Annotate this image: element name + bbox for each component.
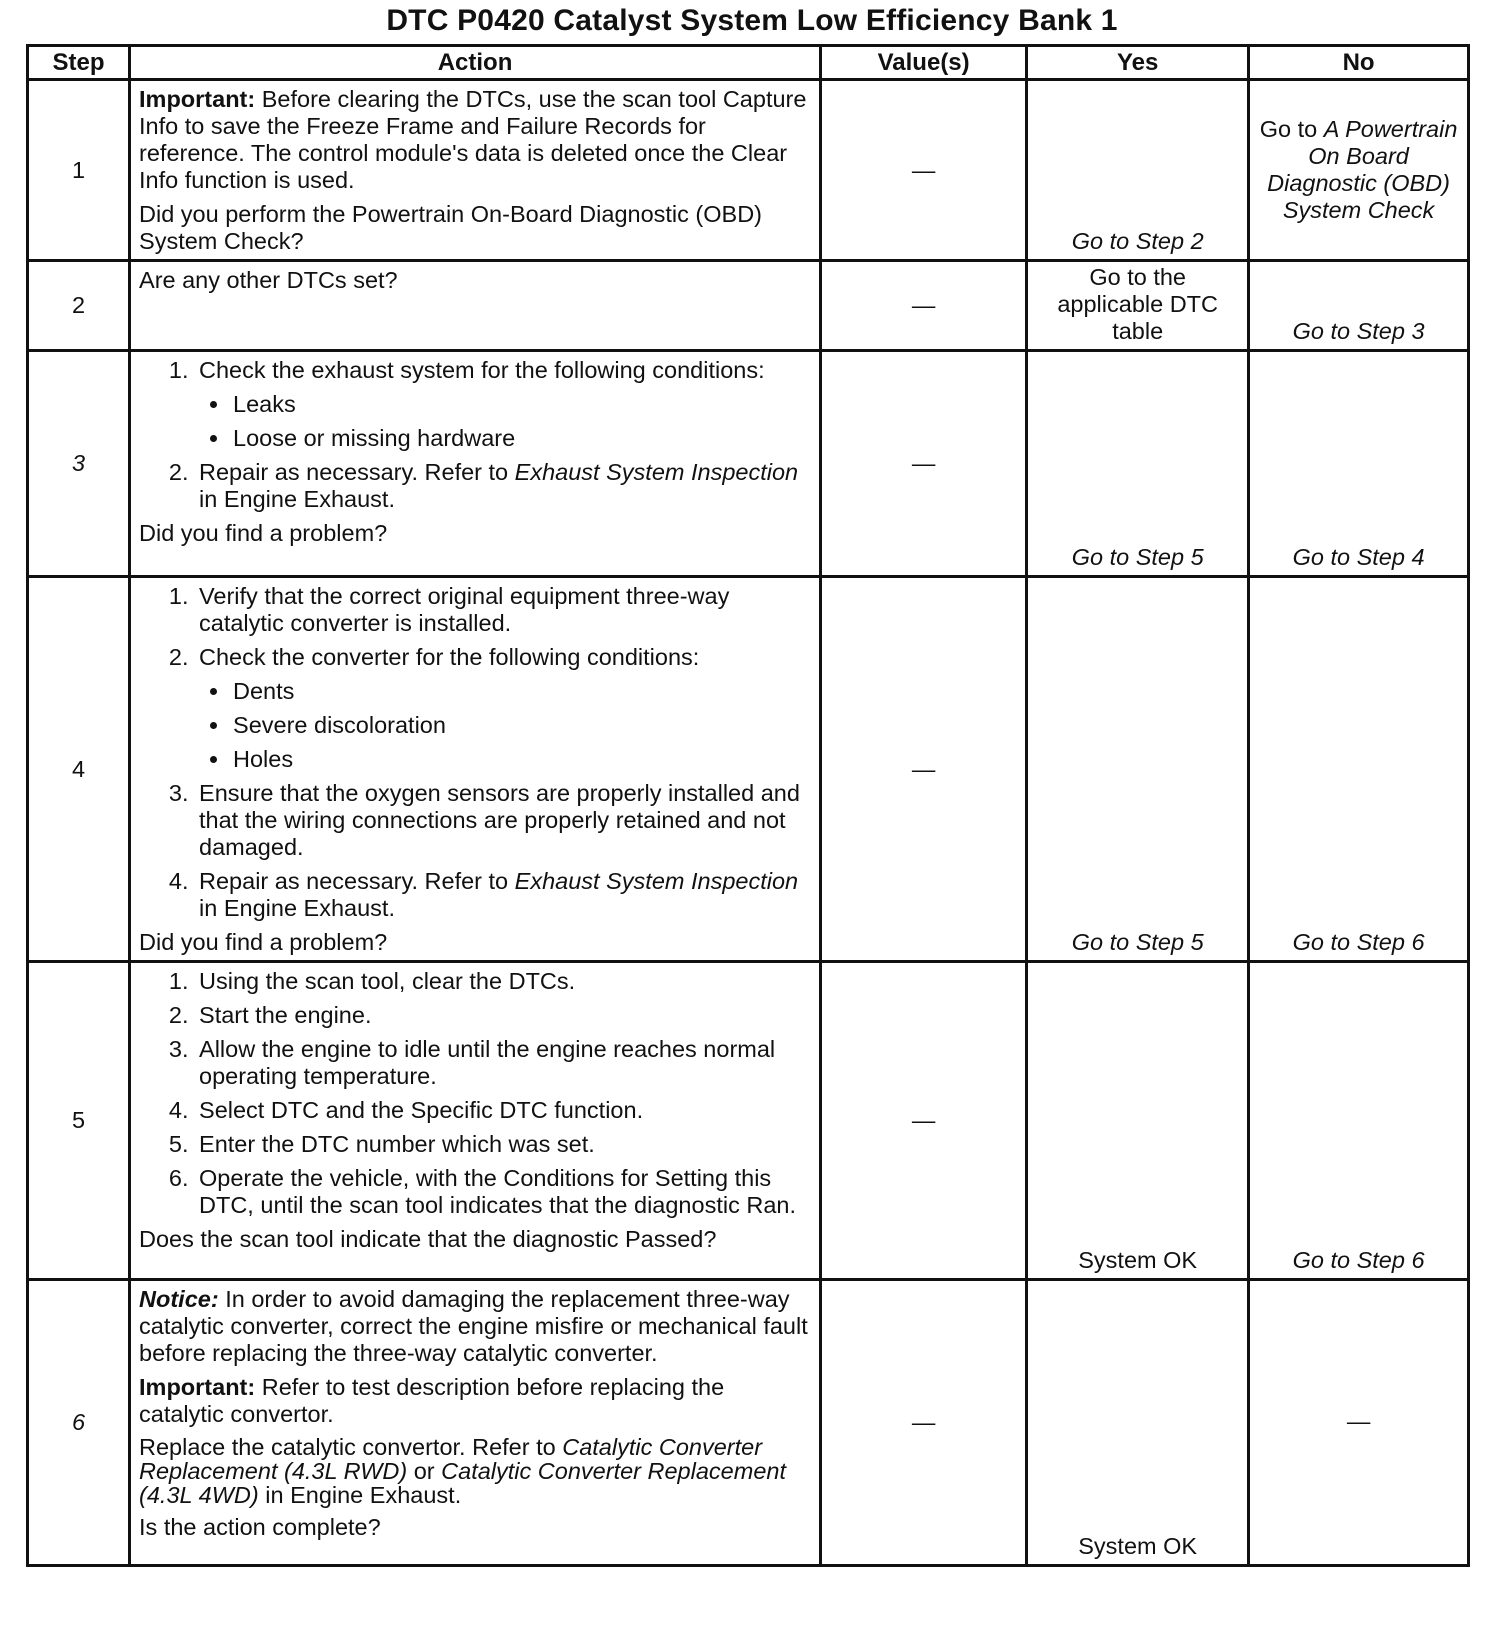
action-cell bbox=[130, 1280, 821, 1566]
step-number: 6 bbox=[28, 1280, 130, 1566]
list-item: 2. Start the engine. bbox=[195, 1002, 811, 1029]
step-question: Did you find a problem? bbox=[139, 929, 388, 955]
step-question: Does the scan tool indicate that the diagnostic Passed? bbox=[139, 1226, 717, 1252]
instruction-text: Check the converter for the following conditions: bbox=[199, 644, 700, 670]
step-question: Are any other DTCs set? bbox=[139, 267, 398, 293]
yes-link[interactable]: Go to the applicable DTC table bbox=[1027, 261, 1249, 351]
important-note bbox=[139, 1374, 811, 1428]
table-row bbox=[28, 80, 1469, 261]
table-row bbox=[28, 261, 1469, 351]
step-question: Did you find a problem? bbox=[139, 520, 388, 546]
notice-text: In order to avoid damaging the replacement three-way catalytic converter, correct the engine misfire or mechanical fault before replacing the three-way catalytic converter. bbox=[139, 1286, 808, 1366]
instruction-text: in Engine Exhaust. bbox=[199, 486, 395, 512]
value-cell: — bbox=[821, 351, 1027, 577]
list-item: 5. Enter the DTC number which was set. bbox=[195, 1131, 811, 1158]
condition-list bbox=[199, 391, 811, 452]
list-item bbox=[195, 357, 811, 452]
list-item: • Loose or missing hardware bbox=[231, 425, 811, 452]
list-item: • Leaks bbox=[231, 391, 811, 418]
list-item: 3. Allow the engine to idle until the engine reaches normal operating temperature. bbox=[195, 1036, 811, 1090]
no-link[interactable]: Go to Step 6 bbox=[1249, 577, 1469, 962]
header-row bbox=[28, 46, 1469, 80]
header-values: Value(s) bbox=[821, 46, 1027, 80]
list-item bbox=[195, 459, 811, 513]
step-question: Is the action complete? bbox=[139, 1514, 381, 1540]
header-no: No bbox=[1249, 46, 1469, 80]
page-title: DTC P0420 Catalyst System Low Efficiency Bank 1 bbox=[386, 4, 1118, 37]
diagnostic-table bbox=[26, 44, 1470, 1567]
step-number: 2 bbox=[28, 261, 130, 351]
reference-link[interactable]: Exhaust System Inspection bbox=[514, 868, 799, 894]
instruction-list bbox=[139, 357, 811, 513]
important-label: Important: bbox=[139, 86, 256, 112]
no-link[interactable]: Go to Step 6 bbox=[1249, 962, 1469, 1280]
list-item: 1. Verify that the correct original equipment three-way catalytic converter is installed. bbox=[195, 583, 811, 637]
yes-link[interactable]: Go to Step 5 bbox=[1027, 351, 1249, 577]
important-label: Important: bbox=[139, 1374, 256, 1400]
no-link[interactable]: A Powertrain On Board Diagnostic (OBD) System Check bbox=[1267, 116, 1458, 223]
instruction-list bbox=[139, 583, 811, 922]
notice-label: Notice: bbox=[139, 1286, 219, 1312]
instruction-text: Repair as necessary. Refer to bbox=[199, 868, 515, 894]
list-item bbox=[195, 868, 811, 922]
step-number: 3 bbox=[28, 351, 130, 577]
action-cell bbox=[130, 261, 821, 351]
instruction-list bbox=[139, 968, 811, 1219]
reference-link[interactable]: Catalytic Converter Replacement (4.3L RWD) bbox=[139, 1434, 763, 1484]
step-question: Did you perform the Powertrain On-Board Diagnostic (OBD) System Check? bbox=[139, 201, 763, 254]
yes-link[interactable]: Go to Step 2 bbox=[1027, 80, 1249, 261]
instruction-text: Repair as necessary. Refer to bbox=[199, 459, 515, 485]
table-row bbox=[28, 351, 1469, 577]
yes-link[interactable]: Go to Step 5 bbox=[1027, 577, 1249, 962]
reference-link[interactable]: Exhaust System Inspection bbox=[514, 459, 799, 485]
step-number: 1 bbox=[28, 80, 130, 261]
table-row bbox=[28, 962, 1469, 1280]
value-cell: — bbox=[821, 962, 1027, 1280]
notice-note bbox=[139, 1286, 811, 1367]
step-number: 5 bbox=[28, 962, 130, 1280]
no-link[interactable]: Go to Step 3 bbox=[1249, 261, 1469, 351]
yes-result: System OK bbox=[1027, 962, 1249, 1280]
instruction-text: Check the exhaust system for the following conditions: bbox=[199, 357, 765, 383]
header-step: Step bbox=[28, 46, 130, 80]
value-cell: — bbox=[821, 1280, 1027, 1566]
list-item: • Holes bbox=[231, 746, 811, 773]
list-item: • Severe discoloration bbox=[231, 712, 811, 739]
list-item: 1. Using the scan tool, clear the DTCs. bbox=[195, 968, 811, 995]
important-text: Refer to test description before replacing the catalytic convertor. bbox=[139, 1374, 725, 1427]
action-cell bbox=[130, 351, 821, 577]
no-prefix: Go to bbox=[1259, 116, 1324, 142]
instruction-text: or bbox=[407, 1458, 442, 1484]
value-cell: — bbox=[821, 577, 1027, 962]
action-cell bbox=[130, 962, 821, 1280]
condition-list bbox=[199, 678, 811, 773]
replace-instruction bbox=[139, 1435, 811, 1507]
list-item bbox=[195, 644, 811, 773]
instruction-text: in Engine Exhaust. bbox=[258, 1482, 462, 1508]
step-number: 4 bbox=[28, 577, 130, 962]
table-row bbox=[28, 577, 1469, 962]
yes-result: System OK bbox=[1027, 1280, 1249, 1566]
action-cell bbox=[130, 577, 821, 962]
table-row bbox=[28, 1280, 1469, 1566]
list-item: 3. Ensure that the oxygen sensors are properly installed and that the wiring connections are properly retained and not damaged. bbox=[195, 780, 811, 861]
no-cell bbox=[1249, 80, 1469, 261]
instruction-text: in Engine Exhaust. bbox=[199, 895, 395, 921]
list-item: 6. Operate the vehicle, with the Conditions for Setting this DTC, until the scan tool indicates that the diagnostic Ran. bbox=[195, 1165, 811, 1219]
header-yes: Yes bbox=[1027, 46, 1249, 80]
important-text: Before clearing the DTCs, use the scan tool Capture Info to save the Freeze Frame and Failure Records for reference. The control module's data is deleted once the Clear Info function is used. bbox=[139, 86, 807, 193]
header-action: Action bbox=[130, 46, 821, 80]
instruction-text: Replace the catalytic convertor. Refer to bbox=[139, 1434, 563, 1460]
value-cell: — bbox=[821, 80, 1027, 261]
list-item: 4. Select DTC and the Specific DTC function. bbox=[195, 1097, 811, 1124]
no-cell: — bbox=[1249, 1280, 1469, 1566]
action-cell bbox=[130, 80, 821, 261]
value-cell: — bbox=[821, 261, 1027, 351]
list-item: • Dents bbox=[231, 678, 811, 705]
no-link[interactable]: Go to Step 4 bbox=[1249, 351, 1469, 577]
reference-link[interactable]: Catalytic Converter Replacement (4.3L 4WD) bbox=[139, 1458, 786, 1508]
important-note bbox=[139, 86, 811, 194]
